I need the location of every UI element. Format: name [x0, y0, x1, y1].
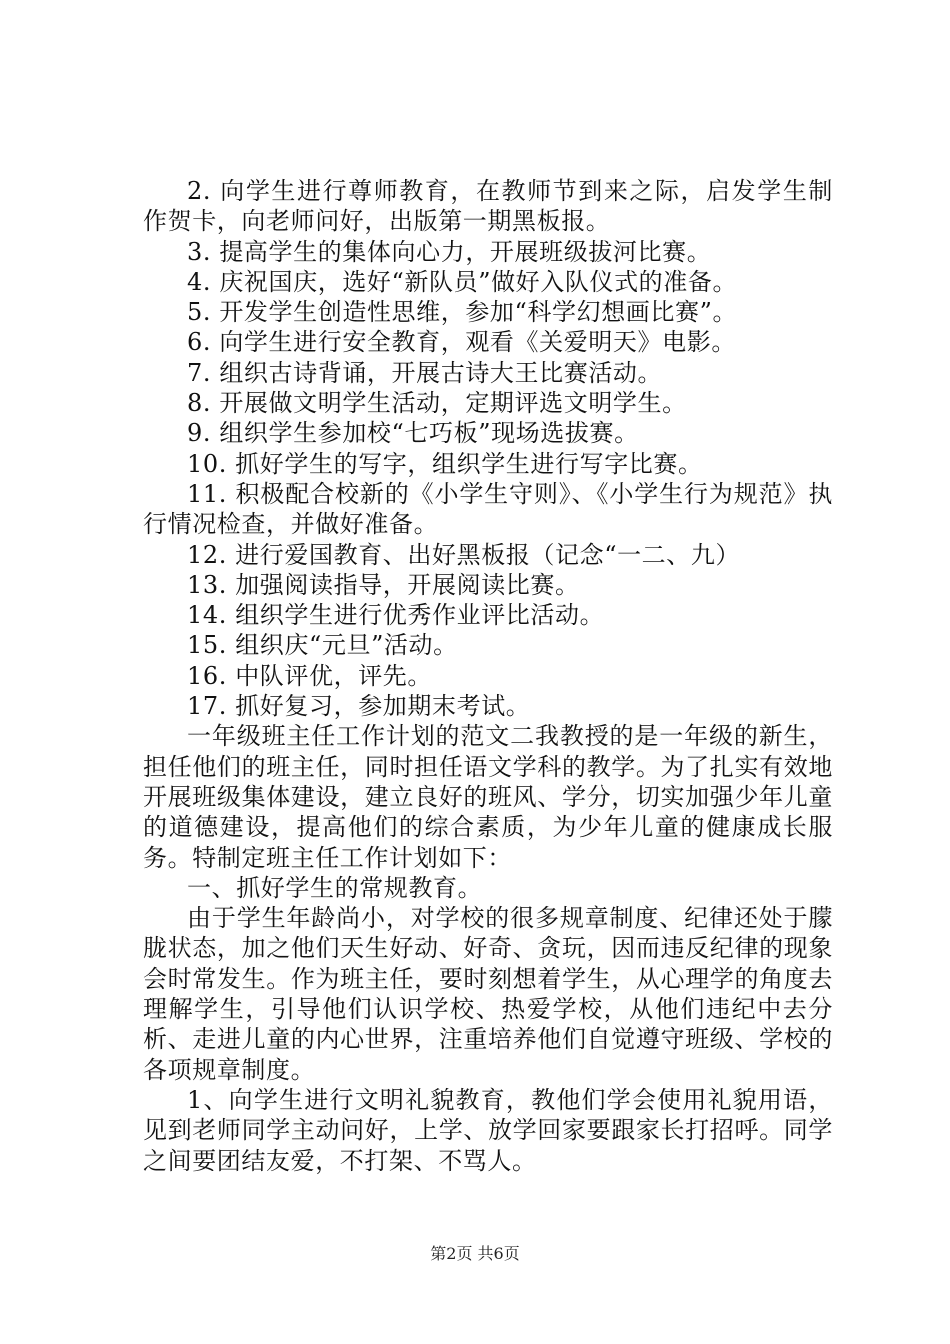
list-item: 3. 提高学生的集体向心力，开展班级拔河比赛。 — [187, 237, 712, 266]
section-heading: 一、抓好学生的常规教育。 — [187, 873, 483, 902]
list-item: 13. 加强阅读指导，开展阅读比赛。 — [187, 570, 580, 599]
list-item: 17. 抓好复习，参加期末考试。 — [187, 692, 531, 721]
list-item: 5. 开发学生创造性思维，参加“科学幻想画比赛”。 — [187, 298, 738, 327]
page-number-footer: 第2页 共6页 — [430, 1244, 520, 1263]
list-item: 12. 进行爱国教育、出好黑板报（记念“一二、九） — [187, 540, 741, 569]
list-item: 16. 中队评优，评先。 — [187, 661, 432, 690]
body-paragraph: 1、向学生进行文明礼貌教育，教他们学会使用礼貌用语，见到老师同学主动问好，上学、放学回家要跟家长打招呼。同学之间要团结友爱，不打架、不骂人。 — [143, 1085, 833, 1175]
list-item: 14. 组织学生进行优秀作业评比活动。 — [187, 601, 605, 630]
list-item: 6. 向学生进行安全教育，观看《关爱明天》电影。 — [187, 328, 736, 357]
list-item: 10. 抓好学生的写字，组织学生进行写字比赛。 — [187, 449, 703, 478]
body-paragraph: 一年级班主任工作计划的范文二我教授的是一年级的新生，担任他们的班主任，同时担任语文学科的教学。为了扎实有效地开展班级集体建设，建立良好的班风、学分，切实加强少年儿童的道德建设，提高他们的综合素质，为少年儿童的健康成长服务。特制定班主任工作计划如下： — [143, 722, 833, 872]
document-body — [143, 176, 833, 1176]
list-item: 8. 开展做文明学生活动，定期评选文明学生。 — [187, 389, 687, 418]
body-paragraph: 由于学生年龄尚小，对学校的很多规章制度、纪律还处于朦胧状态，加之他们天生好动、好奇、贪玩，因而违反纪律的现象会时常发生。作为班主任，要时刻想着学生，从心理学的角度去理解学生，引导他们认识学校、热爱学校，从他们违纪中去分析、走进儿童的内心世界，注重培养他们自觉遵守班级、学校的各项规章制度。 — [143, 904, 833, 1084]
list-item: 15. 组织庆“元旦”活动。 — [187, 631, 458, 660]
list-item: 11. 积极配合校新的《小学生守则》、《小学生行为规范》执行情况检查，并做好准备。 — [143, 479, 833, 539]
list-item: 2. 向学生进行尊师教育，在教师节到来之际，启发学生制作贺卡，向老师问好，出版第一期黑板报。 — [143, 177, 833, 236]
list-item: 4. 庆祝国庆，选好“新队员”做好入队仪式的准备。 — [187, 267, 738, 296]
list-item: 7. 组织古诗背诵，开展古诗大王比赛活动。 — [187, 358, 663, 387]
list-item: 9. 组织学生参加校“七巧板”现场选拔赛。 — [187, 419, 639, 448]
